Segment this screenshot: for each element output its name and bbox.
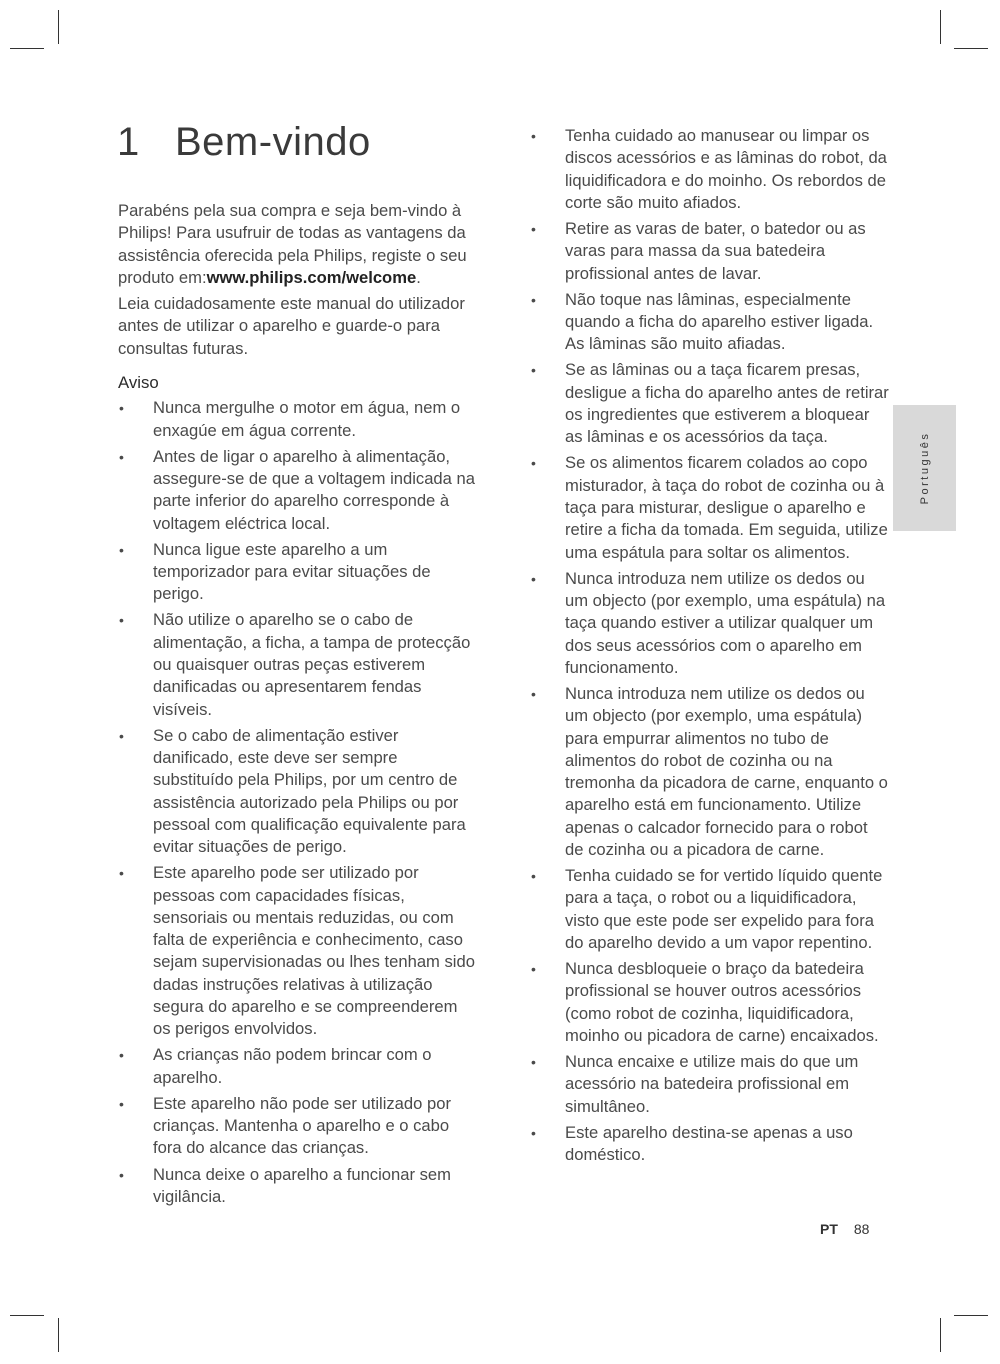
warning-list-item [530, 1122, 890, 1167]
warning-item-text: Nunca desbloqueie o braço da batedeira profissional se houver outros acessórios (como robot de cozinha, liquidificadora, moinho ou picadora de carne) encaixados. [565, 959, 879, 1045]
warning-item-text: Antes de ligar o aparelho à alimentação, assegure-se de que a voltagem indicada na parte inferior do aparelho corresponde à voltagem eléctrica local. [153, 446, 475, 533]
warning-list-item [118, 446, 478, 535]
warning-list-item [530, 289, 890, 356]
crop-mark [954, 1315, 988, 1316]
warning-list-item [530, 683, 890, 861]
bullet-icon: • [531, 868, 536, 885]
warning-item-text: Nunca deixe o aparelho a funcionar sem vigilância. [153, 1164, 451, 1206]
warning-heading: Aviso [118, 373, 159, 393]
warning-item-text: Nunca mergulhe o motor em água, nem o enxagúe em água corrente. [153, 398, 461, 440]
right-column [530, 125, 890, 1170]
bullet-icon: • [119, 1166, 124, 1183]
warning-item-text: Nunca encaixe e utilize mais do que um acessório na batedeira profissional em simultâneo. [565, 1052, 859, 1116]
page-number: 88 [853, 1221, 870, 1237]
warning-list-item [530, 218, 890, 285]
bullet-icon: • [119, 612, 124, 629]
warning-list-item [118, 862, 478, 1040]
crop-mark [940, 1318, 941, 1352]
warning-item-text: Se as lâminas ou a taça ficarem presas, desligue a ficha do aparelho antes de retirar os ingredientes que estiverem a bloquear as lâminas e os acessórios da taça. [565, 360, 889, 447]
bullet-icon: • [531, 291, 536, 308]
intro-paragraph [118, 200, 478, 289]
warning-list-item [530, 452, 890, 563]
crop-mark [954, 48, 988, 49]
warning-item-text: Tenha cuidado ao manusear ou limpar os discos acessórios e as lâminas do robot, da liquidificadora e do moinho. Os rebordos de corte são muito afiados. [565, 126, 887, 212]
warning-list-item [530, 125, 890, 214]
bullet-icon: • [531, 362, 536, 379]
warning-list-item [118, 397, 478, 442]
warning-list-right [530, 125, 890, 1166]
bullet-icon: • [531, 220, 536, 237]
bullet-icon: • [531, 128, 536, 144]
intro-paragraph-2: Leia cuidadosamente este manual do utilizador antes de utilizar o aparelho e guarde-o para consultas futuras. [118, 294, 465, 358]
bullet-icon: • [531, 455, 536, 472]
bullet-icon: • [531, 685, 536, 702]
page-footer [820, 1221, 869, 1237]
bullet-icon: • [119, 865, 124, 882]
crop-mark [10, 48, 44, 49]
warning-item-text: Retire as varas de bater, o batedor ou as varas para massa da sua batedeira profissional antes de lavar. [565, 218, 866, 283]
language-tab-label: Português [918, 431, 931, 505]
language-tab [893, 405, 956, 531]
crop-mark [58, 10, 59, 44]
crop-mark [10, 1315, 44, 1316]
warning-list-item [530, 865, 890, 954]
warning-list-item [118, 609, 478, 720]
warning-item-text: Nunca introduza nem utilize os dedos ou um objecto (por exemplo, uma espátula) na taça quando estiver a utilizar qualquer um dos seus acessórios com o aparelho em funcionamento. [565, 568, 886, 677]
chapter-title-text: Bem-vindo [175, 120, 371, 164]
warning-item-text: Não toque nas lâminas, especialmente quando a ficha do aparelho estiver ligada. As lâminas são muito afiadas. [565, 289, 874, 354]
bullet-icon: • [119, 1047, 124, 1064]
left-column [118, 200, 478, 1212]
warning-item-text: Não utilize o aparelho se o cabo de alimentação, a ficha, a tampa de protecção ou quaisquer outras peças estiverem danificadas ou apresentarem fendas visíveis. [153, 610, 471, 719]
warning-item-text: Se os alimentos ficarem colados ao copo misturador, à taça do robot de cozinha ou à taça para misturar, desligue o aparelho e retire a ficha da tomada. Em seguida, utilize uma espátula para soltar os alimentos. [565, 453, 888, 562]
warning-list-item [118, 1093, 478, 1160]
warning-list-item [118, 1044, 478, 1089]
bullet-icon: • [119, 541, 124, 558]
welcome-link[interactable]: www.philips.com/welcome [206, 267, 417, 287]
warning-list-item [118, 725, 478, 859]
intro-text: Parabéns pela sua compra e seja bem-vindo à Philips! Para usufruir de todas as vantagens da assistência oferecida pela Philips, registe o seu produto em: [118, 201, 467, 287]
warning-list-item [118, 1164, 478, 1209]
chapter-number: 1 [117, 120, 140, 164]
warning-item-text: Nunca introduza nem utilize os dedos ou um objecto (por exemplo, uma espátula) para empurrar alimentos no tubo de alimentos do robot de cozinha ou na tremonha da picadora de carne, enquanto o aparelho está em funcionamento. Utilize apenas o calcador fornecido para o robot de cozinha ou a picadora de carne. [565, 683, 888, 859]
chapter-title [117, 120, 371, 165]
bullet-icon: • [119, 727, 124, 744]
warning-list-item [530, 1051, 890, 1118]
bullet-icon: • [531, 1054, 536, 1071]
crop-mark [940, 10, 941, 44]
warning-list-item [530, 958, 890, 1047]
warning-item-text: Este aparelho pode ser utilizado por pessoas com capacidades físicas, sensoriais ou mentais reduzidas, ou com falta de experiência e conhecimento, caso sejam supervisionadas ou lhes tenham sido dadas instruções relativas à utilização segura do aparelho e se compreenderem os perigos envolvidos. [153, 863, 475, 1039]
warning-list-item [530, 359, 890, 448]
footer-lang-code: PT [820, 1221, 838, 1237]
crop-mark [58, 1318, 59, 1352]
warning-list-item [530, 568, 890, 679]
warning-item-text: As crianças não podem brincar com o aparelho. [153, 1045, 432, 1087]
warning-item-text: Este aparelho não pode ser utilizado por crianças. Mantenha o aparelho e o cabo fora do alcance das crianças. [153, 1093, 451, 1158]
bullet-icon: • [531, 570, 536, 587]
bullet-icon: • [119, 1095, 124, 1112]
warning-item-text: Se o cabo de alimentação estiver danificado, este deve ser sempre substituído pela Philips, por um centro de assistência autorizado pela Philips ou por pessoal com qualificação equivalente para evitar situações de perigo. [153, 725, 466, 857]
warning-item-text: Tenha cuidado se for vertido líquido quente para a taça, o robot ou a liquidificadora, visto que este pode ser expelido para fora do aparelho devido a um vapor repentino. [565, 866, 883, 952]
bullet-icon: • [119, 400, 124, 417]
bullet-icon: • [531, 961, 536, 978]
warning-list-item [118, 539, 478, 606]
warning-list-left [118, 397, 478, 1208]
intro-end: . [416, 267, 421, 287]
bullet-icon: • [531, 1124, 536, 1141]
bullet-icon: • [119, 448, 124, 465]
warning-item-text: Este aparelho destina-se apenas a uso doméstico. [565, 1122, 853, 1165]
warning-item-text: Nunca ligue este aparelho a um temporizador para evitar situações de perigo. [153, 539, 431, 604]
